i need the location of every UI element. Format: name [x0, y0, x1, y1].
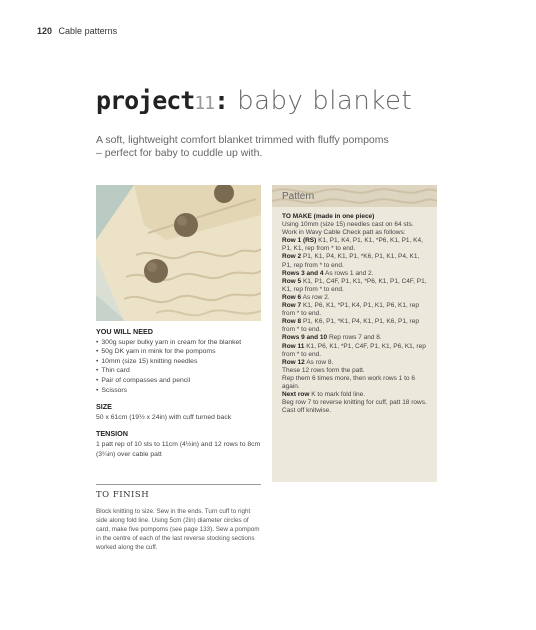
size-heading: SIZE — [96, 402, 112, 412]
pattern-line-label: Row 6 — [282, 293, 302, 301]
title-colon: : — [214, 86, 230, 115]
to-finish-text: Block knitting to size. Sew in the ends. Turn cuff to right side along fold line. Using 5cm (2in) diameter circles of card, make five pompoms (see page 133). Sew a pompom in the centre of each of the last reverse stocking sections worked along the cuff. — [96, 508, 260, 551]
title-project-word: project — [96, 86, 195, 115]
pattern-line — [282, 294, 429, 302]
materials-item: • 10mm (size 15) knitting needles — [96, 357, 266, 367]
pattern-line-text: K1, P6, K1, *P1, K4, P1, K1, P6, K1, rep from * to end. — [282, 302, 419, 318]
pattern-line-text: K1, P1, C4F, P1, K1, *P6, K1, P1, C4F, P1, K1, rep from * to end. — [282, 277, 427, 293]
pattern-line — [282, 359, 429, 367]
pattern-line-text: K to mark fold line. — [309, 391, 366, 399]
materials-item: • Pair of compasses and pencil — [96, 376, 266, 386]
pattern-line — [282, 270, 429, 278]
pattern-instructions — [272, 207, 437, 415]
section-title: Cable patterns — [58, 26, 118, 36]
pattern-line-text: Rep rows 7 and 8. — [327, 334, 382, 342]
tension-text: 1 patt rep of 10 sts to 11cm (4½in) and 12 rows to 8cm (3¼in) over cable patt — [96, 440, 261, 458]
pattern-heading: Pattern — [282, 191, 315, 202]
pattern-line-label: Row 1 (RS) — [282, 237, 317, 245]
running-head — [37, 26, 117, 36]
intro-text: A soft, lightweight comfort blanket trimmed with fluffy pompoms – perfect for baby to cuddle up with. — [96, 134, 389, 159]
blanket-photo — [96, 185, 261, 321]
pattern-line — [282, 213, 429, 221]
tension-section — [96, 429, 266, 459]
pattern-line-label: Rows 9 and 10 — [282, 334, 328, 342]
pattern-line-label: Next row — [282, 391, 310, 399]
pattern-panel — [272, 185, 437, 482]
title-project-name: baby blanket — [237, 86, 413, 116]
materials-list — [96, 338, 266, 396]
pattern-line-label: Rows 3 and 4 — [282, 269, 324, 277]
pattern-line-text: As row 8. — [304, 358, 334, 366]
materials-section — [96, 327, 266, 459]
pattern-line — [282, 399, 429, 407]
pattern-line-label: Row 5 — [282, 277, 302, 285]
blanket-illustration — [96, 185, 261, 321]
pompom-icon — [144, 259, 168, 283]
page-title — [96, 86, 412, 116]
pattern-line-label: Row 8 — [282, 318, 302, 326]
pattern-line — [282, 367, 429, 375]
pattern-line-label: Row 12 — [282, 358, 305, 366]
pattern-line-text: Beg row 7 to reverse knitting for cuff, patt 18 rows. — [282, 399, 427, 407]
pattern-line — [282, 391, 429, 399]
pattern-line — [282, 237, 429, 253]
pattern-line-label: Row 7 — [282, 302, 302, 310]
you-will-need-heading: YOU WILL NEED — [96, 327, 153, 336]
pattern-line — [282, 334, 429, 342]
size-section — [96, 402, 266, 422]
pattern-line-label: TO MAKE (made in one piece) — [282, 213, 375, 220]
materials-item: • Thin card — [96, 366, 266, 376]
materials-item: • Scissors — [96, 386, 266, 396]
pattern-line — [282, 221, 429, 229]
pattern-line-text: P1, K6, P1, *K1, P4, K1, P1, K6, P1, rep from * to end. — [282, 318, 419, 334]
pattern-line-text: Using 10mm (size 15) needles cast on 64 sts. — [282, 221, 414, 229]
to-finish-heading: TO FINISH — [96, 490, 150, 500]
pattern-line-text: Work in Wavy Cable Check patt as follows: — [282, 229, 406, 237]
pattern-line — [282, 343, 429, 359]
pattern-line — [282, 302, 429, 318]
pattern-line-text: K1, P6, K1, *P1, C4F, P1, K1, P6, K1, rep from * to end. — [282, 342, 426, 358]
pattern-line — [282, 318, 429, 334]
pattern-line-label: Row 2 — [282, 253, 302, 261]
pattern-line-text: These 12 rows form the patt. — [282, 366, 365, 374]
to-finish-section — [96, 484, 261, 552]
page-number: 120 — [37, 26, 53, 36]
size-text: 50 x 61cm (19½ x 24in) with cuff turned back — [96, 413, 232, 421]
pattern-line — [282, 253, 429, 269]
pompom-icon — [174, 213, 198, 237]
pattern-line-text: Cast off knitwise. — [282, 407, 332, 415]
tension-heading: TENSION — [96, 429, 128, 439]
title-project-number: 11 — [194, 93, 215, 114]
pattern-line-text: P1, K1, P4, K1, P1, *K6, P1, K1, P4, K1, P1, rep from * to end. — [282, 253, 420, 269]
pattern-line — [282, 278, 429, 294]
pattern-line-text: As rows 1 and 2. — [323, 269, 374, 277]
materials-item: • 300g super bulky yarn in cream for the blanket — [96, 338, 266, 348]
materials-item: • 50g DK yarn in mink for the pompoms — [96, 347, 266, 357]
pattern-line-text: Rep them 6 times more, then work rows 1 to 6 again. — [282, 374, 415, 390]
pattern-header — [272, 185, 437, 207]
pattern-line-text: K1, P1, K4, P1, K1, *P6, K1, P1, K4, P1, K1, rep from * to end. — [282, 237, 423, 253]
pattern-line-label: Row 11 — [282, 342, 305, 350]
pattern-line — [282, 229, 429, 237]
pattern-line-text: As row 2. — [301, 293, 330, 301]
pattern-line — [282, 407, 429, 415]
pattern-line — [282, 375, 429, 391]
